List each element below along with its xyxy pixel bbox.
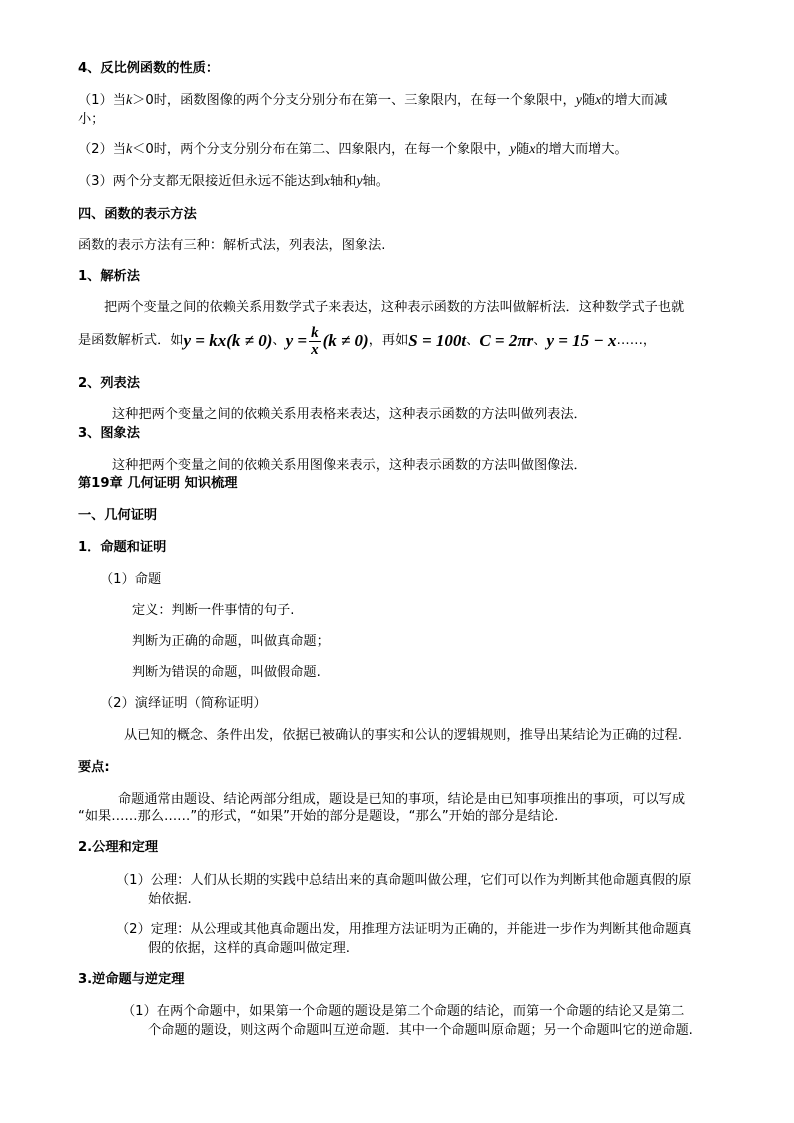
text: （2）当 [78,142,126,157]
formula-line [78,320,656,362]
text: ，再如 [368,333,409,348]
property-2 [78,141,628,158]
paragraph: 这种把两个变量之间的依赖关系用表格来表达，这种表示函数的方法叫做列表法． [112,407,587,422]
text: 的增大而增大。 [535,142,628,157]
property-1-cont: 小； [78,112,105,127]
list-item: （1）命题 [100,572,162,587]
text: 随 [516,142,530,157]
subheading: 3.逆命题与逆定理 [78,972,185,987]
subheading: 2.公理和定理 [78,840,159,855]
formula: C = 2πr [479,331,534,350]
math-var: k [125,142,133,157]
paragraph: 判断为错误的命题，叫做假命题. [132,665,321,680]
paragraph: 函数的表示方法有三种：解析式法，列表法，图象法. [78,238,386,253]
separator: 、 [533,333,547,348]
math-var: k [125,93,133,108]
list-item: （1）在两个命题中，如果第一个命题的题设是第二个命题的结论，而第一个命题的结论又是第二 [122,1004,685,1019]
formula: y = [285,331,308,350]
subheading: 1、解析法 [78,269,140,284]
math-var: x [323,174,330,189]
text: 随 [581,93,596,108]
list-item-cont: 个命题的题设，则这两个命题叫互逆命题．其中一个命题叫原命题；另一个命题叫它的逆命题. [148,1023,693,1038]
list-item: （2）演绎证明（简称证明） [100,696,267,711]
key-points-heading: 要点: [78,760,110,775]
denominator: x [311,341,319,358]
text: 轴。 [362,174,389,189]
math-var: x [529,142,536,157]
formula: y = 15 − x [546,331,617,350]
text: （3）两个分支都无限接近但永远不能达到 [78,174,324,189]
paragraph: 命题通常由题设、结论两部分组成，题设是已知的事项，结论是由已知事项推出的事项，可以写成 [118,792,686,807]
list-item: （2）定理：从公理或其他真命题出发，用推理方法证明为正确的，并能进一步作为判断其他命题真 [116,922,692,937]
separator: 、 [272,333,286,348]
property-1 [78,92,667,109]
text: 轴和 [329,174,357,189]
list-item-cont: 始依据. [148,892,192,907]
fraction [309,325,321,358]
paragraph: 这种把两个变量之间的依赖关系用图像来表示，这种表示函数的方法叫做图像法． [112,458,587,473]
paragraph: 从已知的概念、条件出发，依据已被确认的事实和公认的逻辑规则，推导出某结论为正确的过程. [124,728,683,743]
numerator: k [311,324,319,341]
formula: S = 100t [408,331,467,350]
text: ……， [616,333,657,348]
property-3 [78,173,389,190]
section-heading: 一、几何证明 [78,508,158,523]
formula: y = kx(k ≠ 0) [183,331,273,350]
paragraph: “如果……那么……”的形式，“如果”开始的部分是题设，“那么”开始的部分是结论. [78,809,559,824]
separator: 、 [466,333,480,348]
subheading: 3、图象法 [78,426,140,441]
text: （1）当 [78,93,126,108]
formula: (k ≠ 0) [322,331,369,350]
text: ＜0时，两个分支分别分布在第二、四象限内，在每一个象限中， [132,142,510,157]
subheading: 2、列表法 [78,376,140,391]
text: 的增大而减 [601,93,668,108]
math-var: y [509,142,517,157]
math-var: x [595,93,602,108]
text: 是函数解析式．如 [78,333,184,348]
paragraph: 定义：判断一件事情的句子. [132,603,295,618]
paragraph: 把两个变量之间的依赖关系用数学式子来表达，这种表示函数的方法叫做解析法．这种数学式子也就 [104,300,685,315]
subheading: 1．命题和证明 [78,540,167,555]
section-heading: 四、函数的表示方法 [78,207,197,222]
math-var: y [575,93,582,108]
math-var: y [356,174,363,189]
chapter-title: 第19章 几何证明 知识梳理 [78,476,238,491]
list-item-cont: 假的依据，这样的真命题叫做定理. [148,941,351,956]
paragraph: 判断为正确的命题，叫做真命题； [132,634,330,649]
section-heading: 4、反比例函数的性质： [78,61,220,76]
text: ＞0时，函数图像的两个分支分别分布在第一、三象限内，在每一个象限中， [132,93,576,108]
list-item: （1）公理：人们从长期的实践中总结出来的真命题叫做公理，它们可以作为判断其他命题真假的原 [116,873,692,888]
